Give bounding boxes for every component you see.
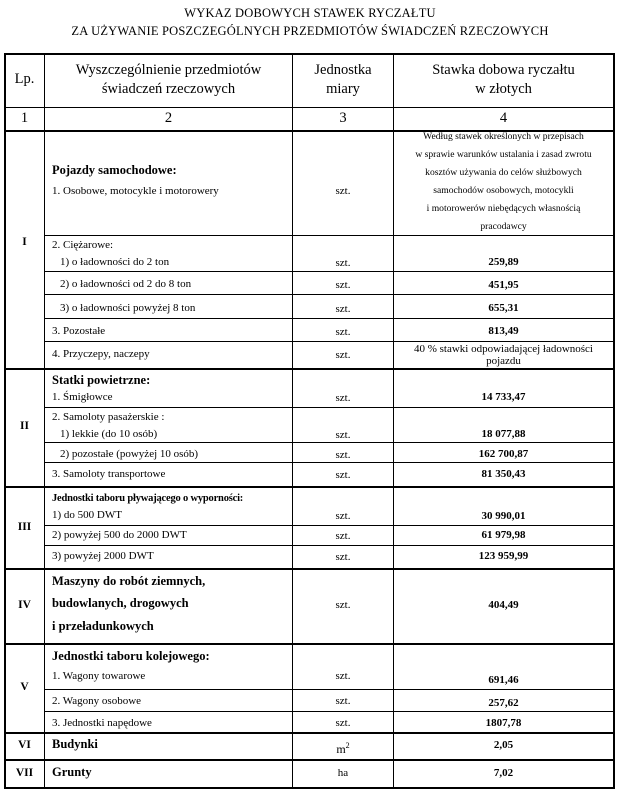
section-category: Pojazdy samochodowe:: [52, 163, 177, 177]
rate-note-line: pojazdu: [486, 355, 521, 367]
item-label: 4. Przyczepy, naczepy: [52, 348, 150, 360]
table-border-bottom: [4, 787, 615, 789]
rate-value: 1807,78: [485, 717, 522, 729]
rate-value: 162 700,87: [478, 448, 529, 460]
section-category: budowlanych, drogowych: [52, 596, 189, 610]
item-label: 3. Pozostałe: [52, 325, 106, 337]
unit-value: szt.: [335, 717, 351, 729]
item-label: 2) powyżej 500 do 2000 DWT: [52, 529, 187, 541]
rate-value: 7,02: [493, 767, 514, 779]
item-label: 3. Samoloty transportowe: [52, 468, 166, 480]
section-divider: [4, 486, 615, 488]
row-divider: [44, 442, 614, 443]
document-title-line-1: WYKAZ DOBOWYCH STAWEK RYCZAŁTU: [184, 6, 436, 20]
item-label: 3. Jednostki napędowe: [52, 717, 152, 729]
unit-value: szt.: [335, 257, 351, 269]
section-divider: [4, 759, 615, 761]
unit-superscript: 2: [345, 741, 350, 750]
row-divider: [44, 711, 614, 712]
unit-value: szt.: [335, 279, 351, 291]
unit-value: szt.: [335, 185, 351, 197]
item-label: 2. Wagony osobowe: [52, 695, 142, 707]
rate-note-line: Według stawek określonych w przepisach: [423, 131, 584, 142]
item-label: 1. Śmigłowce: [52, 391, 113, 403]
section-divider: [4, 732, 615, 734]
section-category: i przeładunkowych: [52, 619, 154, 633]
rate-value: 691,46: [488, 674, 519, 686]
row-divider: [44, 294, 614, 295]
header-rate-line-2: w złotych: [475, 81, 532, 97]
section-category: Statki powietrzne:: [52, 373, 151, 387]
unit-value: szt.: [335, 695, 351, 707]
row-divider: [44, 318, 614, 319]
rate-note-line: i motorowerów niebędących własnością: [426, 203, 581, 214]
rate-value: 259,89: [488, 256, 519, 268]
section-category: Maszyny do robót ziemnych,: [52, 574, 206, 588]
rate-value: 14 733,47: [481, 391, 526, 403]
rate-note-line: w sprawie warunków ustalania i zasad zwrotu: [415, 149, 592, 160]
header-unit-line-2: miary: [326, 81, 360, 97]
item-label: 2. Samoloty pasażerskie :: [52, 411, 165, 423]
row-divider: [44, 407, 614, 408]
unit-value: szt.: [335, 469, 351, 481]
rate-value: 404,49: [488, 599, 519, 611]
item-label: 1. Wagony towarowe: [52, 670, 146, 682]
row-divider: [44, 462, 614, 463]
rate-note-line: kosztów używania do celów służbowych: [425, 167, 582, 178]
row-divider: [4, 107, 615, 108]
rate-value: 451,95: [488, 279, 519, 291]
section-number: IV: [18, 599, 31, 611]
rate-value: 18 077,88: [481, 428, 526, 440]
section-category: Jednostki taboru kolejowego:: [52, 649, 210, 663]
unit-value: ha: [337, 767, 349, 779]
section-divider: [4, 368, 615, 370]
item-label: 1) do 500 DWT: [52, 509, 122, 521]
rate-note-line: 40 % stawki odpowiadającej ładowności: [413, 343, 593, 355]
column-number: 2: [164, 110, 173, 126]
section-number: I: [22, 236, 27, 248]
rate-note-line: samochodów osobowych, motocykli: [433, 185, 574, 196]
section-number: VII: [15, 767, 34, 779]
unit-base: m: [336, 742, 346, 756]
unit-value: szt.: [335, 551, 351, 563]
item-label: 1. Osobowe, motocykle i motorowery: [52, 185, 219, 197]
row-divider: [44, 525, 614, 526]
rate-value: 813,49: [488, 325, 519, 337]
unit-value: szt.: [335, 670, 351, 682]
table-border-top: [4, 53, 615, 55]
table-border-right: [613, 53, 615, 789]
header-description-line-2: świadczeń rzeczowych: [101, 81, 236, 97]
column-number: 3: [339, 110, 347, 126]
section-category: Budynki: [52, 737, 98, 751]
header-unit-line-1: Jednostka: [314, 62, 372, 78]
column-number: 4: [499, 110, 508, 126]
rate-value: 257,62: [488, 697, 519, 709]
header-lp: Lp.: [14, 71, 35, 87]
rate-value: 81 350,43: [481, 468, 526, 480]
unit-value: szt.: [335, 510, 351, 522]
item-label: 3) powyżej 2000 DWT: [52, 550, 154, 562]
section-number: III: [17, 521, 32, 533]
item-label: 1) lekkie (do 10 osób): [60, 428, 158, 440]
row-divider: [44, 689, 614, 690]
unit-value: szt.: [335, 303, 351, 315]
row-divider: [44, 545, 614, 546]
rate-value: 2,05: [493, 739, 514, 751]
rate-value: 123 959,99: [478, 550, 529, 562]
item-label: 2. Ciężarowe:: [52, 239, 114, 251]
rate-note-line: pracodawcy: [480, 221, 527, 232]
unit-value: szt.: [335, 349, 351, 361]
rate-value: 61 979,98: [481, 529, 526, 541]
unit-value: szt.: [335, 326, 351, 338]
unit-value: [293, 739, 393, 756]
section-number: VI: [18, 739, 31, 751]
column-number: 1: [20, 110, 29, 126]
unit-value: szt.: [335, 449, 351, 461]
rate-note: [394, 128, 613, 236]
unit-value: szt.: [335, 530, 351, 542]
section-category: Grunty: [52, 765, 92, 779]
unit-value: szt.: [335, 599, 351, 611]
row-divider: [44, 271, 614, 272]
unit-value: szt.: [335, 392, 351, 404]
row-divider: [44, 341, 614, 342]
rate-value: 30 990,01: [481, 510, 526, 522]
section-number: V: [20, 681, 29, 693]
section-divider: [4, 568, 615, 570]
rate-value: 655,31: [488, 302, 519, 314]
section-divider: [4, 643, 615, 645]
section-category: Jednostki taboru pływającego o wyporności:: [52, 493, 244, 504]
column-divider: [44, 53, 45, 789]
header-rate-line-1: Stawka dobowa ryczałtu: [432, 62, 575, 78]
section-number: II: [20, 420, 29, 432]
unit-value: szt.: [335, 429, 351, 441]
item-label: 2) pozostałe (powyżej 10 osób): [60, 448, 199, 460]
item-label: 2) o ładowności od 2 do 8 ton: [60, 278, 192, 290]
item-label: 3) o ładowności powyżej 8 ton: [60, 302, 196, 314]
header-description-line-1: Wyszczególnienie przedmiotów: [75, 62, 262, 78]
document-title-line-2: ZA UŻYWANIE POSZCZEGÓLNYCH PRZEDMIOTÓW ŚWIADCZEŃ RZECZOWYCH: [71, 24, 549, 38]
item-label: 1) o ładowności do 2 ton: [60, 256, 170, 268]
